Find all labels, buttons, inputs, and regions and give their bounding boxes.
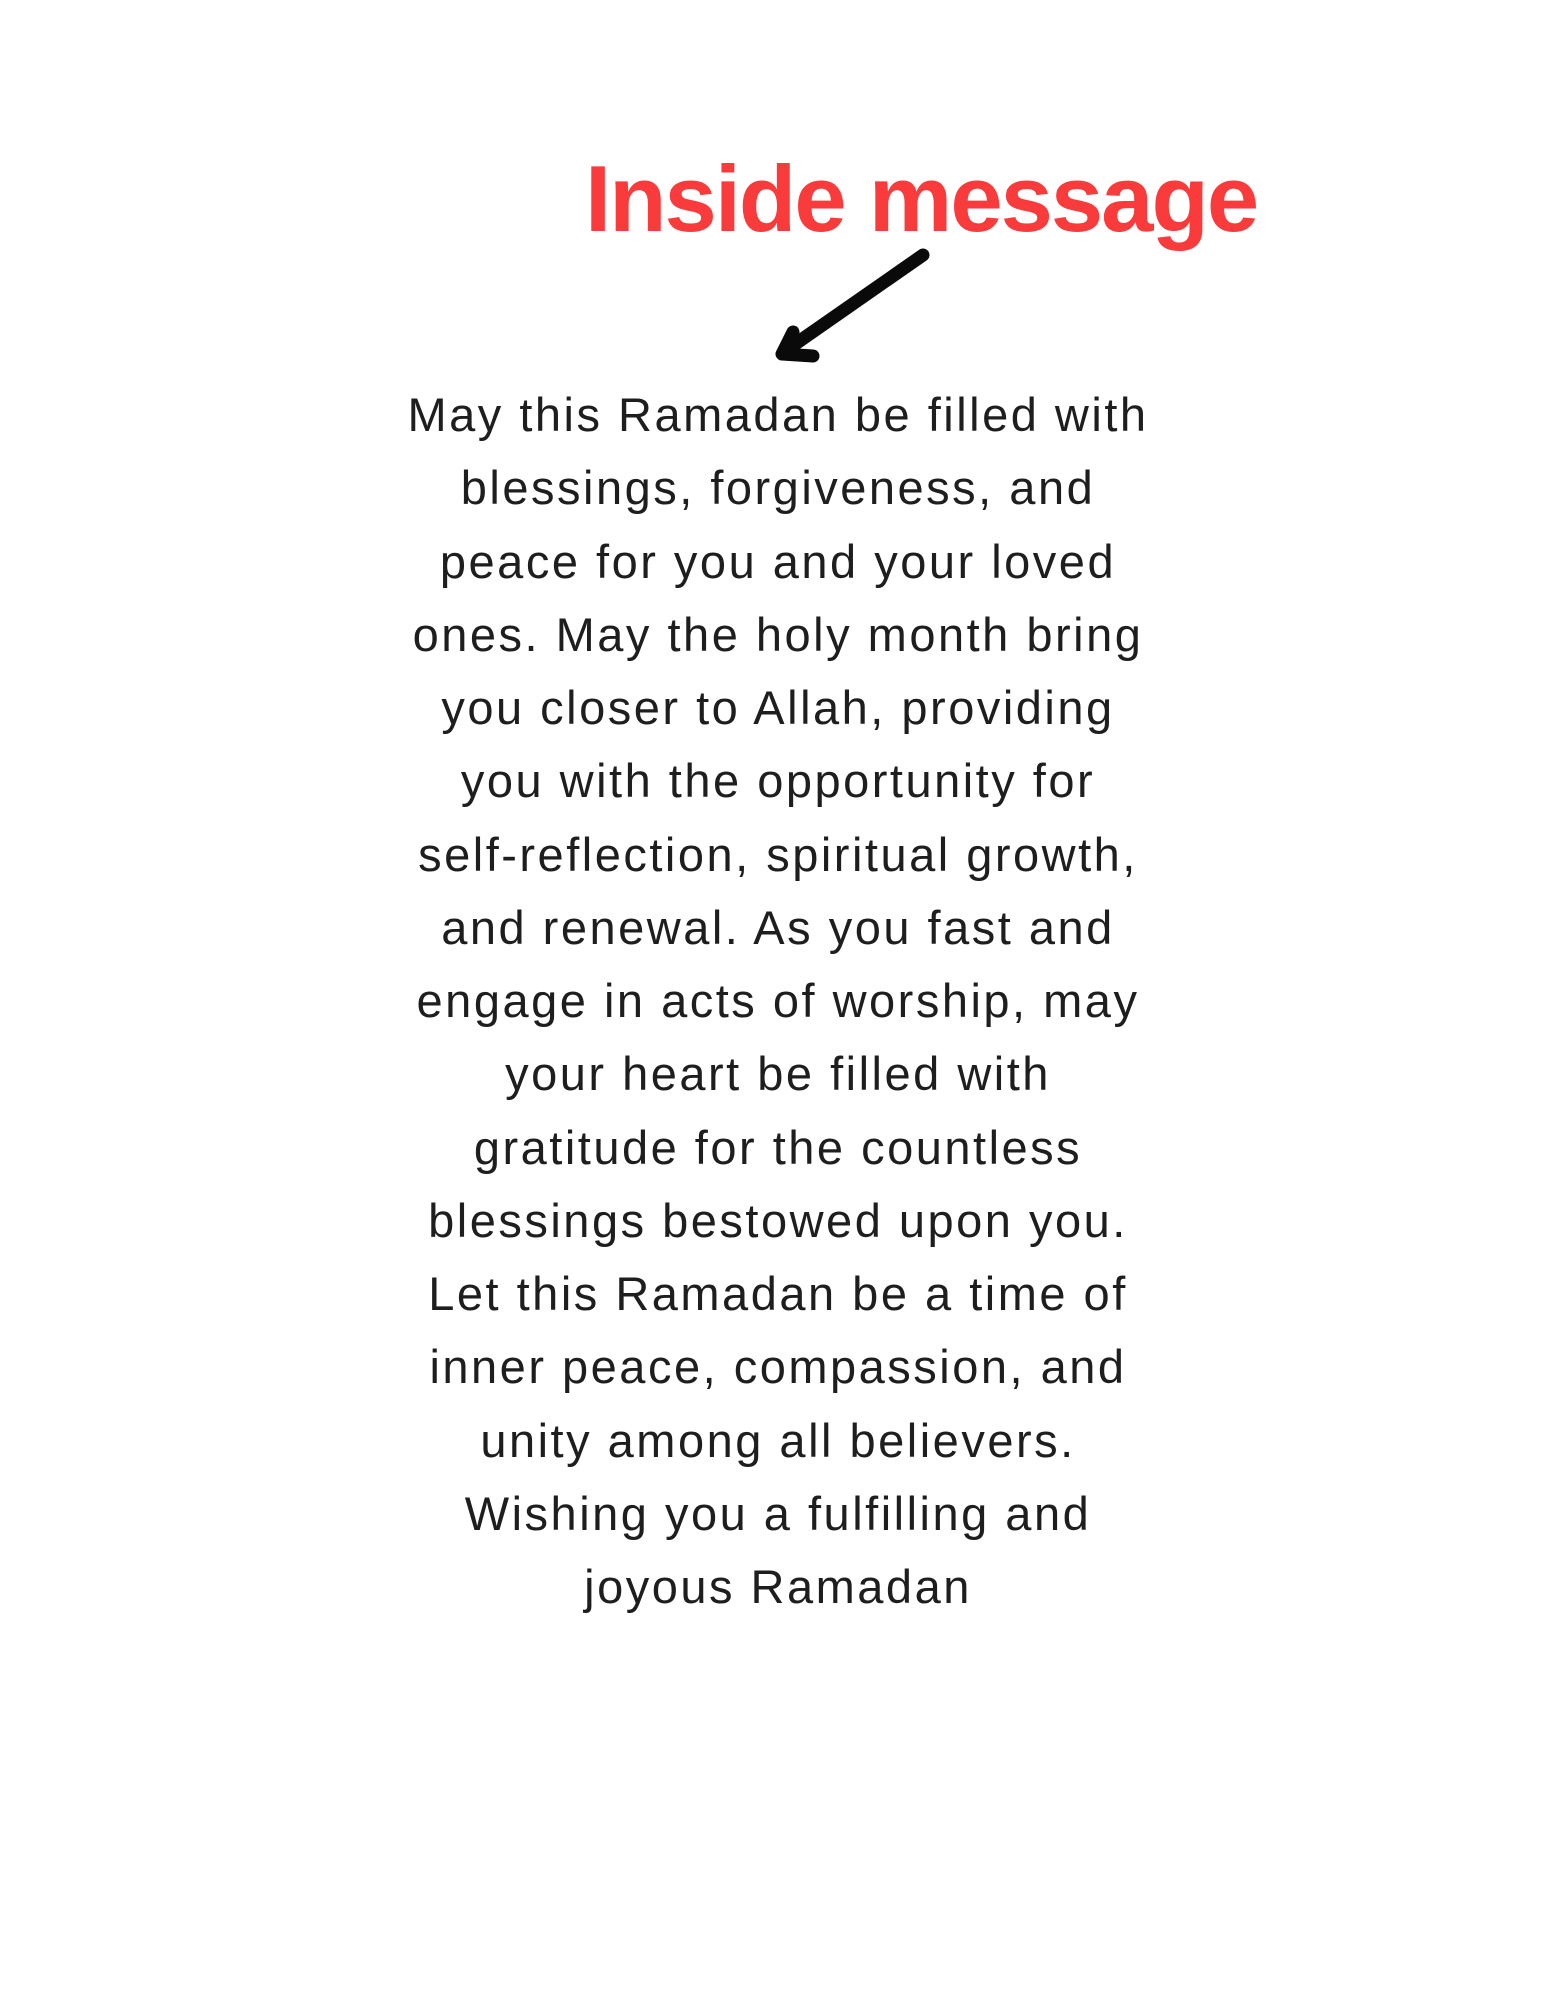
message-line: ones. May the holy month bring [412, 607, 1144, 661]
message-line: self-reflection, spiritual growth, [418, 827, 1138, 881]
message-line: unity among all believers. [480, 1413, 1076, 1467]
message-line: you closer to Allah, providing [441, 681, 1115, 734]
message-line: engage in acts of worship, may [416, 974, 1140, 1027]
message-line: inner peace, compassion, and [429, 1340, 1127, 1394]
message-line: joyous Ramadan [584, 1560, 972, 1613]
message-line: your heart be filled with [505, 1047, 1051, 1101]
arrow-down-left-icon [755, 240, 945, 370]
message-line: peace for you and your loved [439, 534, 1117, 588]
message-line: May this Ramadan be filled with [407, 388, 1149, 441]
message-line: blessings, forgiveness, and [460, 461, 1096, 515]
arrow-shaft [791, 255, 923, 347]
message-line: gratitude for the countless [473, 1120, 1083, 1174]
message-line: you with the opportunity for [460, 754, 1096, 808]
inside-message-text [298, 378, 1258, 1623]
message-line: blessings bestowed upon you. [428, 1193, 1128, 1247]
message-line: and renewal. As you fast and [441, 900, 1115, 954]
message-line: Let this Ramadan be a time of [428, 1267, 1128, 1320]
inside-message-heading: Inside message [585, 146, 1258, 251]
message-line: Wishing you a fulfilling and [464, 1486, 1092, 1540]
